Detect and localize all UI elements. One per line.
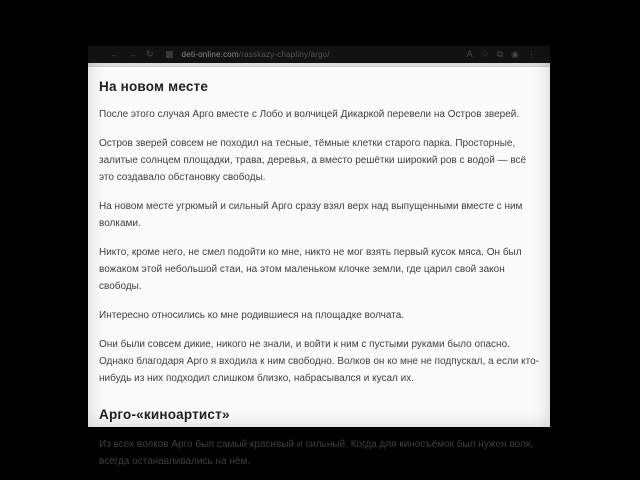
paragraph: На новом месте угрюмый и сильный Арго сразу взял верх над выпущенными вместе с ним волками.	[99, 201, 523, 229]
profile-avatar-icon[interactable]: ◉	[511, 49, 519, 59]
section-heading: Арго-«киноартист»	[99, 407, 230, 422]
translate-icon[interactable]: A	[466, 49, 473, 59]
back-icon[interactable]: ←	[110, 49, 119, 59]
address-bar[interactable]	[182, 50, 330, 59]
browser-window	[88, 46, 550, 467]
toolbar-actions-group	[467, 46, 536, 63]
paragraph: Интересно относились ко мне родившиеся на площадке волчата.	[99, 310, 405, 321]
forward-icon[interactable]: →	[128, 49, 137, 59]
toolbar-nav-group	[110, 46, 154, 63]
page-content	[88, 67, 550, 467]
url-domain: deti-online.com	[181, 50, 239, 59]
extensions-icon[interactable]: ⧉	[496, 49, 504, 59]
paragraph: Они были совсем дикие, никого не знали, и войти к ним с пустыми руками было опасно. Однако благодаря Арго я входила к ним свободно. Волков он ко мне не подпускал, а если кто-нибудь из них подходил слишком близко, набрасывался и кусал их.	[99, 339, 540, 384]
bookmark-star-icon[interactable]: ☆	[480, 49, 489, 59]
paragraph: Никто, кроме него, не смел подойти ко мне, никто не мог взять первый кусок мяса. Он был вожаком этой небольшой стаи, на этом маленьком клочке земли, где царил свой закон свободы.	[99, 247, 522, 292]
paragraph: Из всех волков Арго был самый красивый и сильный. Когда для киносъёмок был нужен волк, всегда останавливались на нём.	[99, 439, 534, 467]
menu-icon[interactable]: ⋮	[527, 49, 536, 59]
browser-toolbar	[88, 46, 550, 63]
site-favicon	[166, 51, 173, 58]
reload-icon[interactable]: ↻	[146, 49, 154, 59]
section-heading: На новом месте	[99, 79, 209, 94]
paragraph: Остров зверей совсем не походил на тесные, тёмные клетки старого парка. Просторные, залитые солнцем площадки, трава, деревья, а вместо решётки широкий ров с водой — всё это создавало обстановку свободы.	[99, 138, 527, 183]
paragraph: После этого случая Арго вместе с Лобо и волчицей Дикаркой перевели на Остров зверей.	[99, 109, 520, 120]
url-path: /rasskazy-chapliny/argo/	[238, 50, 330, 59]
